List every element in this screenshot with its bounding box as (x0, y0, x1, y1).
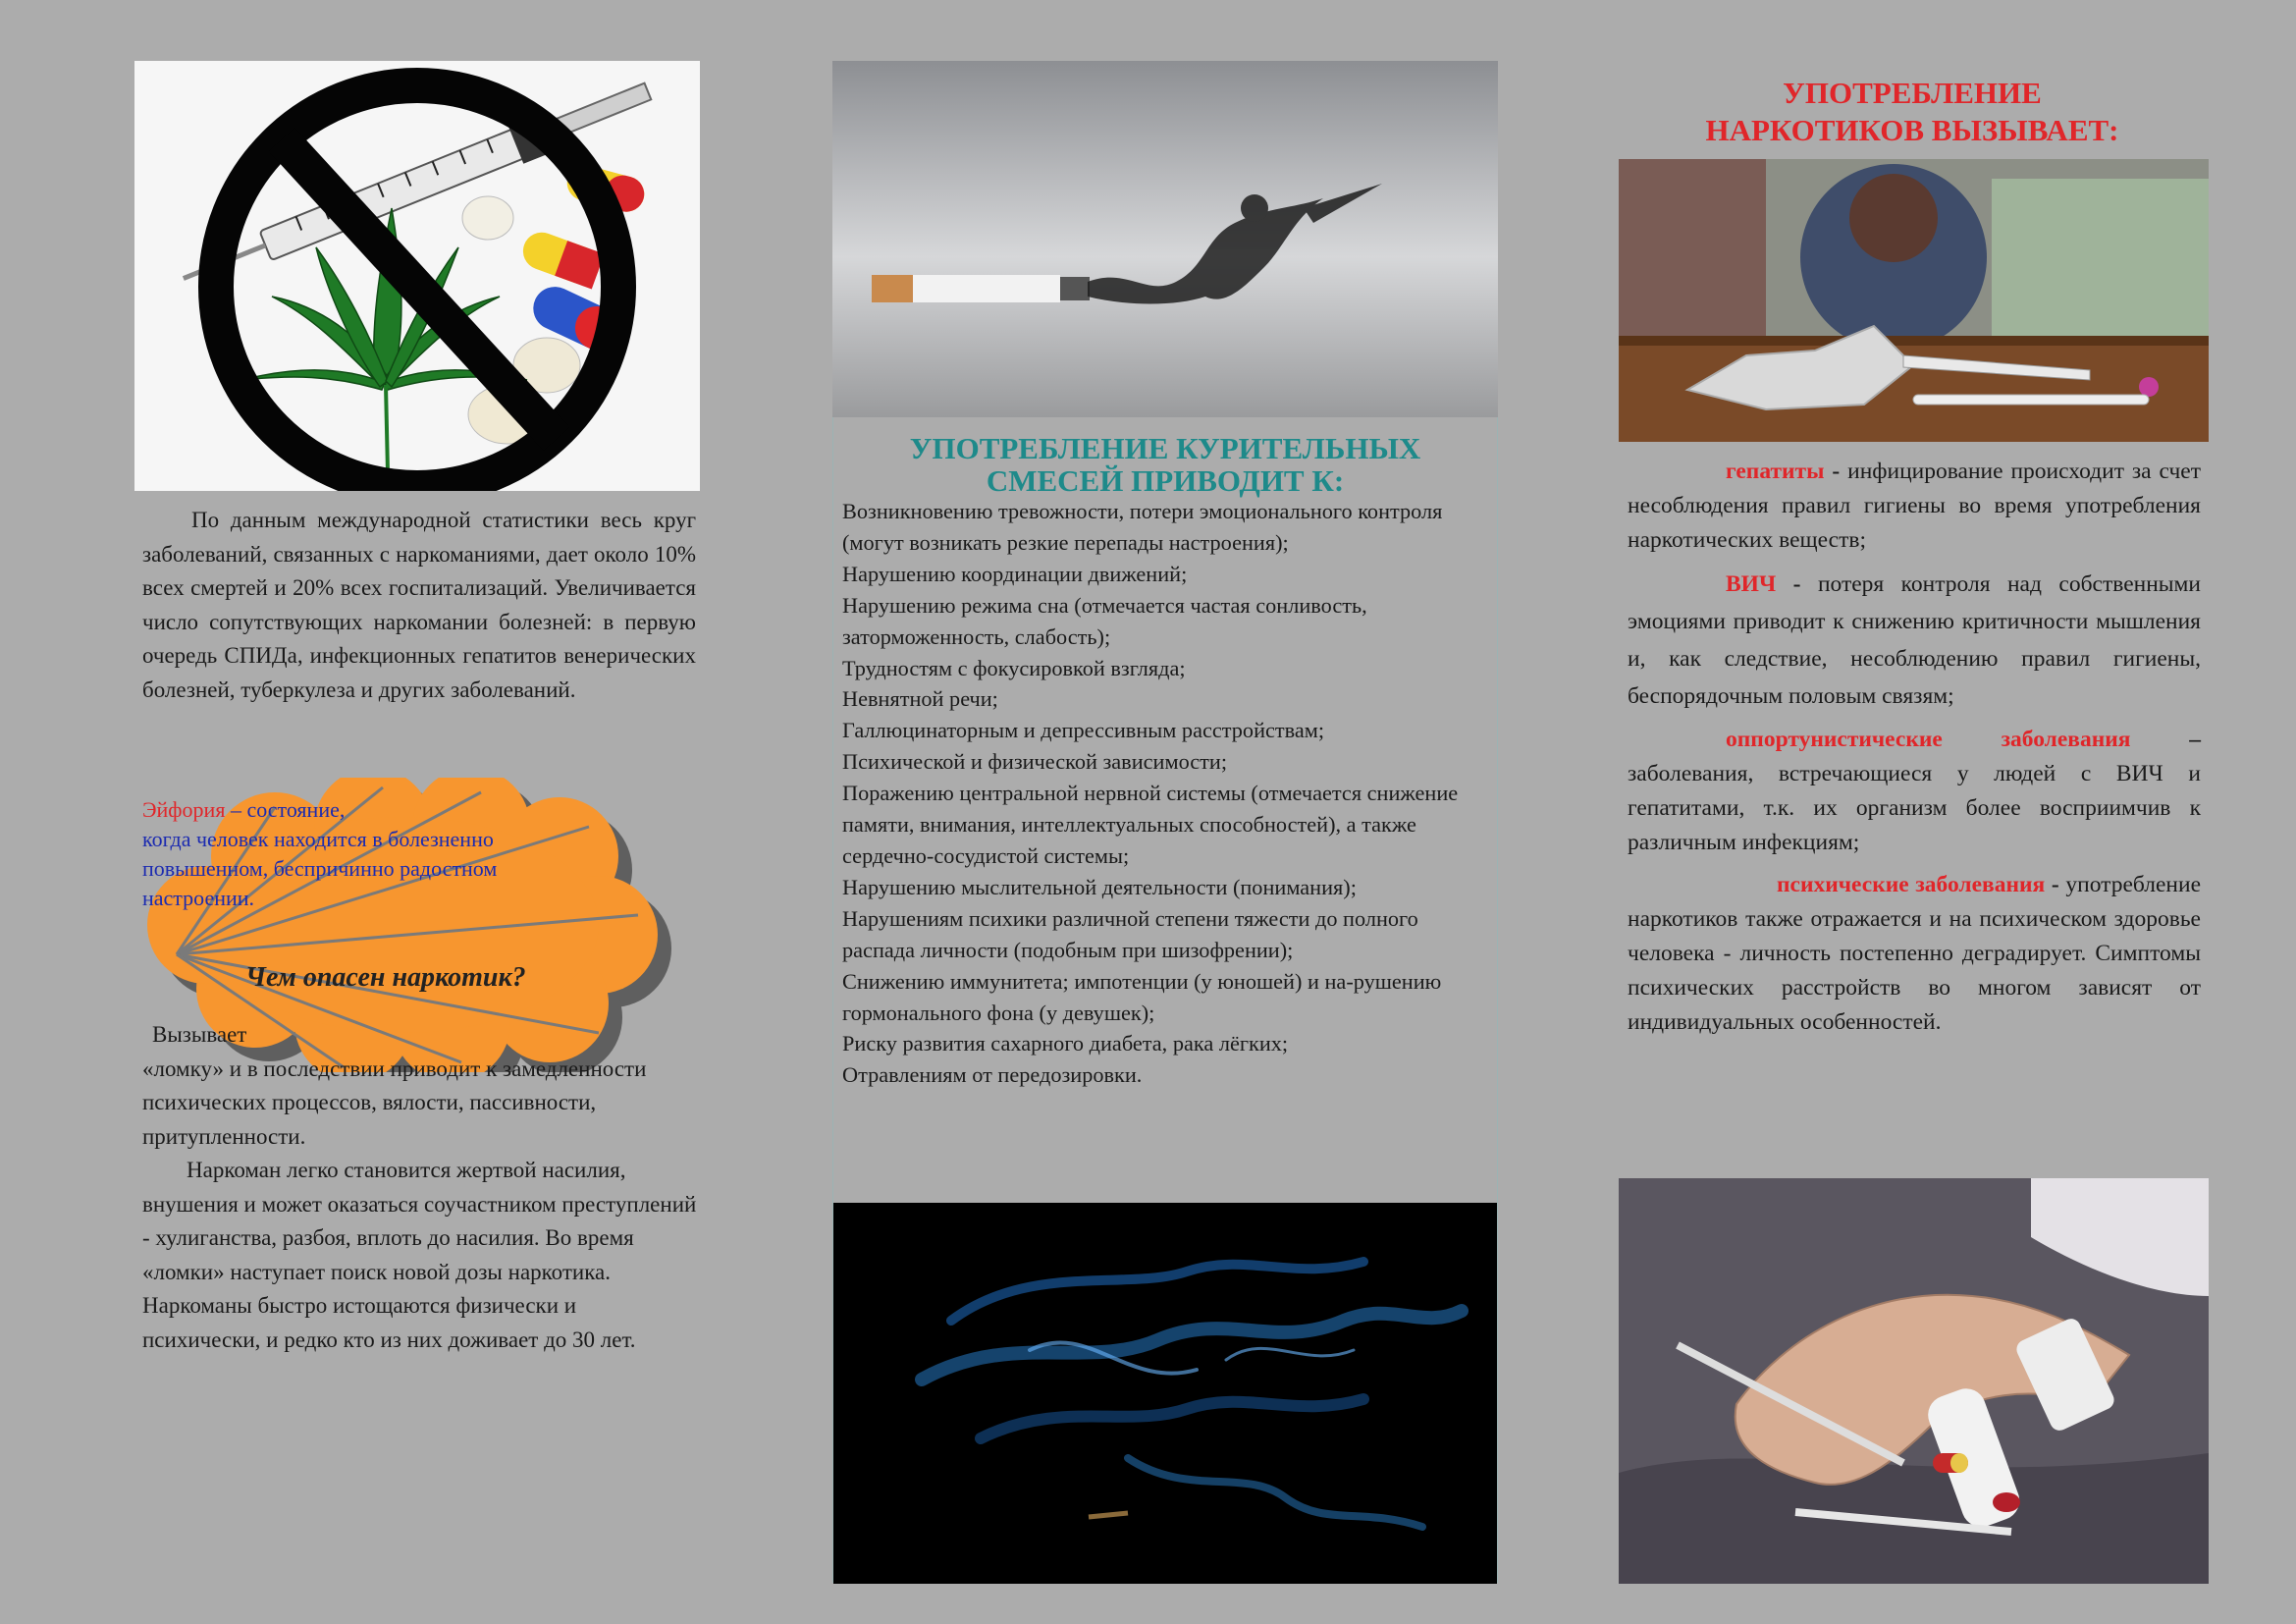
list-item: Поражению центральной нервной системы (отмечается снижение памяти, внимания, интеллектуальных способностей), а также сердечно-сосудистой системы; (842, 781, 1459, 868)
effect-opportunistic: оппортунистические заболевания – заболевания, встречающиеся у людей с ВИЧ и гепатитами, т.к. их организм более восприимчив к различным инфекциям; (1628, 727, 2201, 855)
list-item: Снижению иммунитета; импотенции (у юношей) и на-рушению гормонального фона (у девушек); (842, 968, 1442, 1025)
middle-title: УПОТРЕБЛЕНИЕ КУРИТЕЛЬНЫХ СМЕСЕЙ ПРИВОДИТ К: (909, 431, 1421, 498)
right-title: УПОТРЕБЛЕНИЕ НАРКОТИКОВ ВЫЗЫВАЕТ: (1705, 76, 2119, 147)
list-item: Психической и физической зависимости; (842, 749, 1228, 775)
euphoria-term: Эйфория (142, 797, 226, 822)
stats-paragraph: По данным международной статистики весь круг заболеваний, связанных с наркоманиями, дает около 10% всех смертей и 20% всех госпитализаций. Увеличивается число сопутствующих наркомании болезней: в первую очередь СПИДа, инфекционных гепатитов венерических болезней, туберкулеза и других заболеваний. (142, 508, 696, 702)
victim-paragraph: Наркоман легко становится жертвой насилия, внушения и может оказаться соучастником преступлений - хулиганства, разбоя, вплоть до насилия. Во время «ломки» наступает поиск новой дозы наркотика. Наркоманы быстро истощаются физически и психически, и редко кто из них доживает до 30 лет. (142, 1158, 697, 1352)
euphoria-definition: Эйфория – состояние, когда человек находится в болезненно повышенном, беспричинно радостном настроении. (142, 797, 498, 910)
list-item: Невнятной речи; (842, 686, 998, 712)
cigarette-icon (872, 275, 1090, 302)
list-item: Нарушению координации движений; (842, 561, 1188, 586)
effect-mental: психические заболевания - употребление наркотиков также отражается и на психическом здоровье человека - личность постепенно деградирует. Симптомы психических расстройств во многом зависят от индивидуальных особенностей. (1628, 872, 2202, 1035)
list-item: Нарушениям психики различной степени тяжести до полного распада личности (подобным при шизофрении); (842, 905, 1418, 962)
list-item: Возникновению тревожности, потери эмоционального контроля (могут возникать резкие перепады настроения); (842, 499, 1443, 555)
cigarette-image (832, 61, 1498, 417)
list-item: Галлюцинаторным и депрессивным расстройствам; (842, 718, 1325, 743)
effect-hiv: ВИЧ - потеря контроля над собственными эмоциями приводит к снижению критичности мышления и, как следствие, несоблюдению правил гигиены, беспорядочным половым связям; (1628, 571, 2202, 709)
cloud-heading: Чем опасен наркотик? (245, 962, 526, 993)
euphoria-description: когда человек находится в болезненно повышенном, беспричинно радостном настроении. (142, 827, 498, 910)
list-item: Отравлениям от передозировки. (842, 1062, 1143, 1088)
overdose-hand-image (1619, 1178, 2209, 1584)
no-drugs-illustration (134, 61, 700, 491)
list-item: Нарушению режима сна (отмечается частая сонливость, заторможенность, слабость); (842, 592, 1367, 649)
withdrawal-paragraph: Вызывает «ломку» и в последствии приводит к замедленности психических процессов, вялости, пассивности, притупленности. (142, 1022, 647, 1149)
list-item: Нарушению мыслительной деятельности (понимания); (842, 874, 1357, 899)
effects-list (842, 496, 1490, 1091)
addict-table-image (1619, 159, 2209, 442)
list-item: Риску развития сахарного диабета, рака лёгких; (842, 1031, 1289, 1056)
list-item: Трудностям с фокусировкой взгляда; (842, 655, 1186, 680)
effects-description (1628, 455, 2201, 1040)
effect-hepatitis: гепатиты - инфицирование происходит за счет несоблюдения правил гигиены во время употребления наркотических веществ; (1628, 459, 2201, 553)
smoke-image (833, 1203, 1497, 1584)
